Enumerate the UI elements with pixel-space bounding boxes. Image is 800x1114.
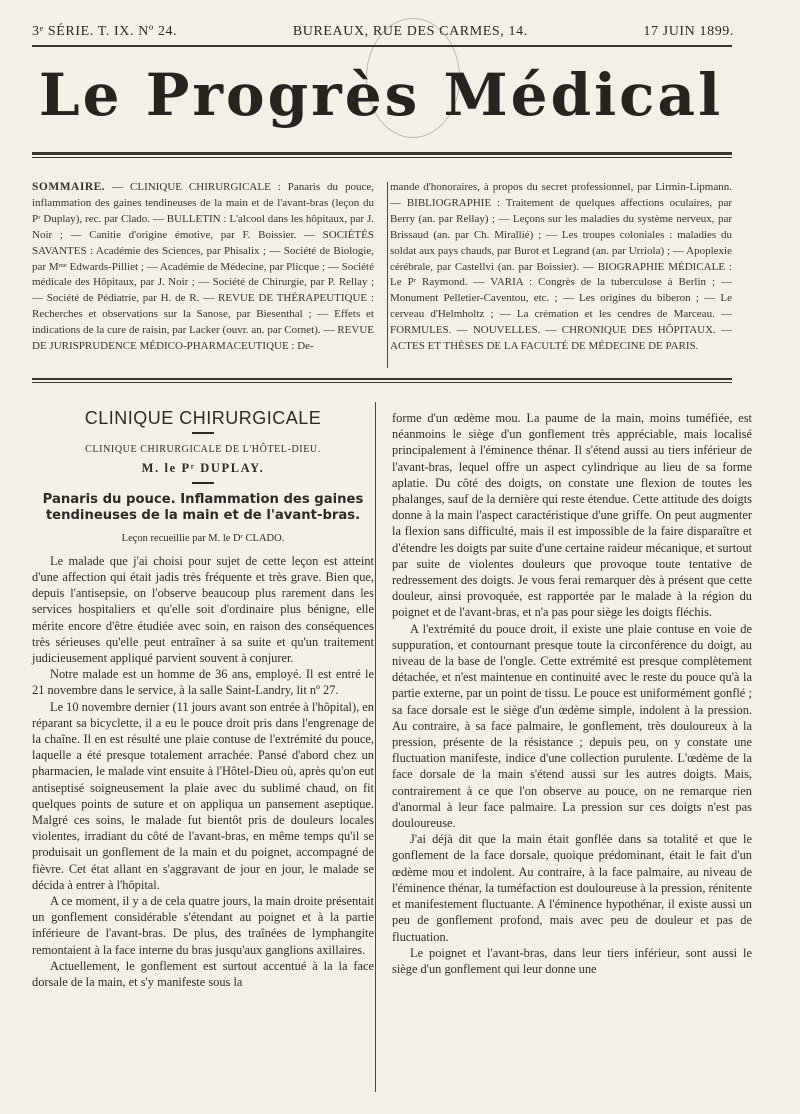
sommaire-divider bbox=[387, 182, 388, 368]
issue-date: 17 JUIN 1899. bbox=[643, 24, 734, 39]
paragraph: A l'extrémité du pouce droit, il existe une plaie contuse en voie de suppuration, et contournant presque toute la circonférence du doigt, au niveau de la base de l'ongle. Cette extrémité est presque complètement détachée, et n'est maintenue en continuité avec le reste du pouce qu'à la partie externe, par un point de tissu. Le pouce est uniformément gonflé ; sa face dorsale est le siège d'un œdème simple, indolent à la pression. Au contraire, à sa face palmaire, le gonflement, très douloureux à la pression, présente de la résistance ; depuis peu, on y constate une fluctuation manifeste, indice d'une collection purulente. L'œdème de la face dorsale de la main s'étend aussi sur les autres doigts. Mais, contrairement à ce que l'on observe au pouce, on ne remarque rien d'anormal à leur face palmaire. La pression sur ces doigts n'est pas douloureuse. bbox=[392, 621, 752, 831]
sommaire-left-text: — CLINIQUE CHIRURGICALE : Panaris du pouce, inflammation des gaines tendineuses de la main et de l'avant-bras (leçon du Pʳ Duplay), rec. par Clado. — BULLETIN : L'alcool dans les hôpitaux, par J. Noir ; — Canitie d'origine émotive, par F. Boissier. — SOCIÉTÉS SAVANTES : Académie des Sciences, par Phisalix ; — Société de Biologie, par Mᵐᵉ Edwards-Pilliet ; — Académie de Médecine, par Plicque ; — Société médicale des Hôpitaux, par J. Noir ; — Société de Chirurgie, par P. Rellay ; — Société de Pédiatrie, par H. de R. — REVUE DE THÉRAPEUTIQUE : Recherches et observations sur la Sanose, par Biesenthal ; — Effets et indications de la cure de raisin, par Lacker (ouvr. an. par Cornet). — REVUE DE JURISPRUDENCE MÉDICO-PHARMACEUTIQUE : De- bbox=[32, 181, 374, 353]
professor-name: M. le Pʳ DUPLAY. bbox=[141, 460, 265, 475]
author-dash bbox=[192, 482, 214, 484]
sommaire-label: SOMMAIRE. bbox=[32, 181, 106, 193]
masthead-title: Le Progrès Médical bbox=[38, 61, 724, 129]
paragraph: Le malade que j'ai choisi pour sujet de cette leçon est atteint d'une affection qui était jadis très fréquente et très grave. Bien que, depuis l'antisepsie, on l'observe beaucoup plus rarement dans les services hospitaliers et qu'elle soit d'ordinaire plus bénigne, elle mérite encore d'être étudiée avec soin, en raison des conséquences très sérieuses qu'elle peut entraîner à sa suite et qu'un traitement judicieusement appliqué parvient souvent à conjurer. bbox=[32, 553, 374, 666]
sommaire-right-text: mande d'honoraires, à propos du secret professionnel, par Lirmin-Lipmann. — BIBLIOGRAPHIE : Traitement de quelques affections oculaires, par Berry (an. par Rellay) ; — Leçons sur les maladies du système nerveux, par Brissaud (an. par Ch. Mirallié) ; — Les troupes coloniales : maladies du soldat aux pays chauds, par Burot et Legrand (an. par Urriola) ; — Apoplexie cérébrale, par Castellvi (an. par Boissier). — BIOGRAPHIE MÉDICALE : Le Pʳ Raymond. — VARIA : Congrès de la tuberculose à Berlin ; — Monument Pelletier-Caventou, etc. ; — Les origines du biberon ; — Le cerveau d'Helmholtz ; — La crémation et les cendres de Marceau. — FORMULES. — NOUVELLES. — CHRONIQUE DES HÔPITAUX. — ACTES ET THÈSES DE LA FACULTÉ DE MÉDECINE DE PARIS. bbox=[390, 181, 732, 353]
office-address: BUREAUX, RUE DES CARMES, 14. bbox=[292, 24, 528, 39]
clinic-subhead: CLINIQUE CHIRURGICALE DE L'HÔTEL-DIEU. bbox=[85, 443, 321, 455]
masthead-rule-thin bbox=[32, 157, 732, 158]
paragraph: Le 10 novembre dernier (11 jours avant son entrée à l'hôpital), en réparant sa bicyclette, il a eu le pouce droit pris dans l'engrenage de la chaîne. Il en est résulté une plaie contuse de l'extrémité du pouce, laquelle a été presque totalement arrachée. Pansé d'abord chez un pharmacien, le malade vint ensuite à l'Hôtel-Dieu où, après qu'on eut antiseptisé soigneusement la plaie avec du sublimé chaud, on fit quelques points de suture et on appliqua un pansement aseptique. Malgré ces soins, le malade fut bientôt pris de douleurs locales violentes, irradiant du côté de l'avant-bras, en même temps qu'il se produisait un gonflement de la main et du poignet, accompagné de fièvre. Cet état allant en s'aggravant de jour en jour, le malade se décida à entrer à l'hôpital. bbox=[32, 699, 374, 892]
sommaire-rule-bottom bbox=[32, 378, 732, 380]
issue-serie: 3ᵉ SÉRIE. T. IX. Nº 24. bbox=[32, 24, 178, 39]
sommaire-left-column bbox=[32, 180, 374, 370]
paragraph: Notre malade est un homme de 36 ans, employé. Il est entré le 21 novembre dans le service, à la salle Saint-Landry, lit nº 27. bbox=[32, 667, 374, 698]
masthead-rule-thick bbox=[32, 152, 732, 155]
sommaire-rule-bottom-thin bbox=[32, 382, 732, 383]
paragraph: A ce moment, il y a de cela quatre jours, la main droite présentait un gonflement considérable s'étendant au poignet et à la partie inférieure de l'avant-bras. De plus, des traînées de lymphangite remontaient à la face interne du bras jusqu'aux ganglions axillaires. bbox=[32, 894, 374, 957]
paragraph: Actuellement, le gonflement est surtout accentué à la la face dorsale de la main, et s'y manifeste sous la bbox=[32, 958, 374, 990]
section-dash bbox=[192, 432, 214, 434]
paragraph: J'ai déjà dit que la main était gonflée dans sa totalité et que le gonflement de la face dorsale, quoique prédominant, était le fait d'un œdème mou et indolent. Au contraire, à la face palmaire, au niveau de l'éminence thénar, la tuméfaction est douloureuse à la pression, rénitente et manifestement fluctuante. A l'éminence hypothénar, il existe aussi un peu de gonflement profond, mais avec peu de douleur et pas de fluctuation. bbox=[392, 832, 752, 944]
paragraph: Le poignet et l'avant-bras, dans leur tiers inférieur, sont aussi le siège d'un gonflement qui leur donne une bbox=[392, 945, 752, 976]
table-of-contents bbox=[32, 180, 732, 370]
column-divider bbox=[375, 402, 376, 1092]
article-right-column bbox=[392, 410, 752, 977]
sommaire-right-column bbox=[390, 180, 732, 370]
lecture-credit: Leçon recueillie par M. le Dʳ CLADO. bbox=[121, 532, 285, 544]
paragraph: forme d'un œdème mou. La paume de la main, moins tuméfiée, est néanmoins le siège d'un gonflement très appréciable, mais localisé principalement à l'éminence thénar. Il s'étend aussi au tiers inférieur de l'avant-bras, lequel offre un aspect cylindrique au lieu de sa forme aplatie. Du côté des doigts, on constate une flexion de toutes les phalanges, sauf de la dernière qui reste étendue. Cette attitude des doigts donne à la main l'aspect caractéristique d'une griffe. On peut augmenter la flexion sans difficulté, mais il est impossible de la faire disparaître et d'étendre les doigts par suite d'une certaine raideur mécanique, et surtout par suite de violentes douleurs que provoque toute tentative de redressement des doigts. Je vous ferai remarquer dès à présent que cette douleur, ainsi provoquée, est rapportée par le malade à la région du poignet et de l'avant-bras, et n'a pas pour siège les doigts fléchis. bbox=[392, 411, 752, 620]
section-title: CLINIQUE CHIRURGICALE bbox=[84, 408, 322, 428]
article-title: Panaris du pouce. Inflammation des gaines tendineuses de la main et de l'avant-bras. bbox=[42, 491, 364, 524]
article-left-column bbox=[32, 402, 374, 990]
